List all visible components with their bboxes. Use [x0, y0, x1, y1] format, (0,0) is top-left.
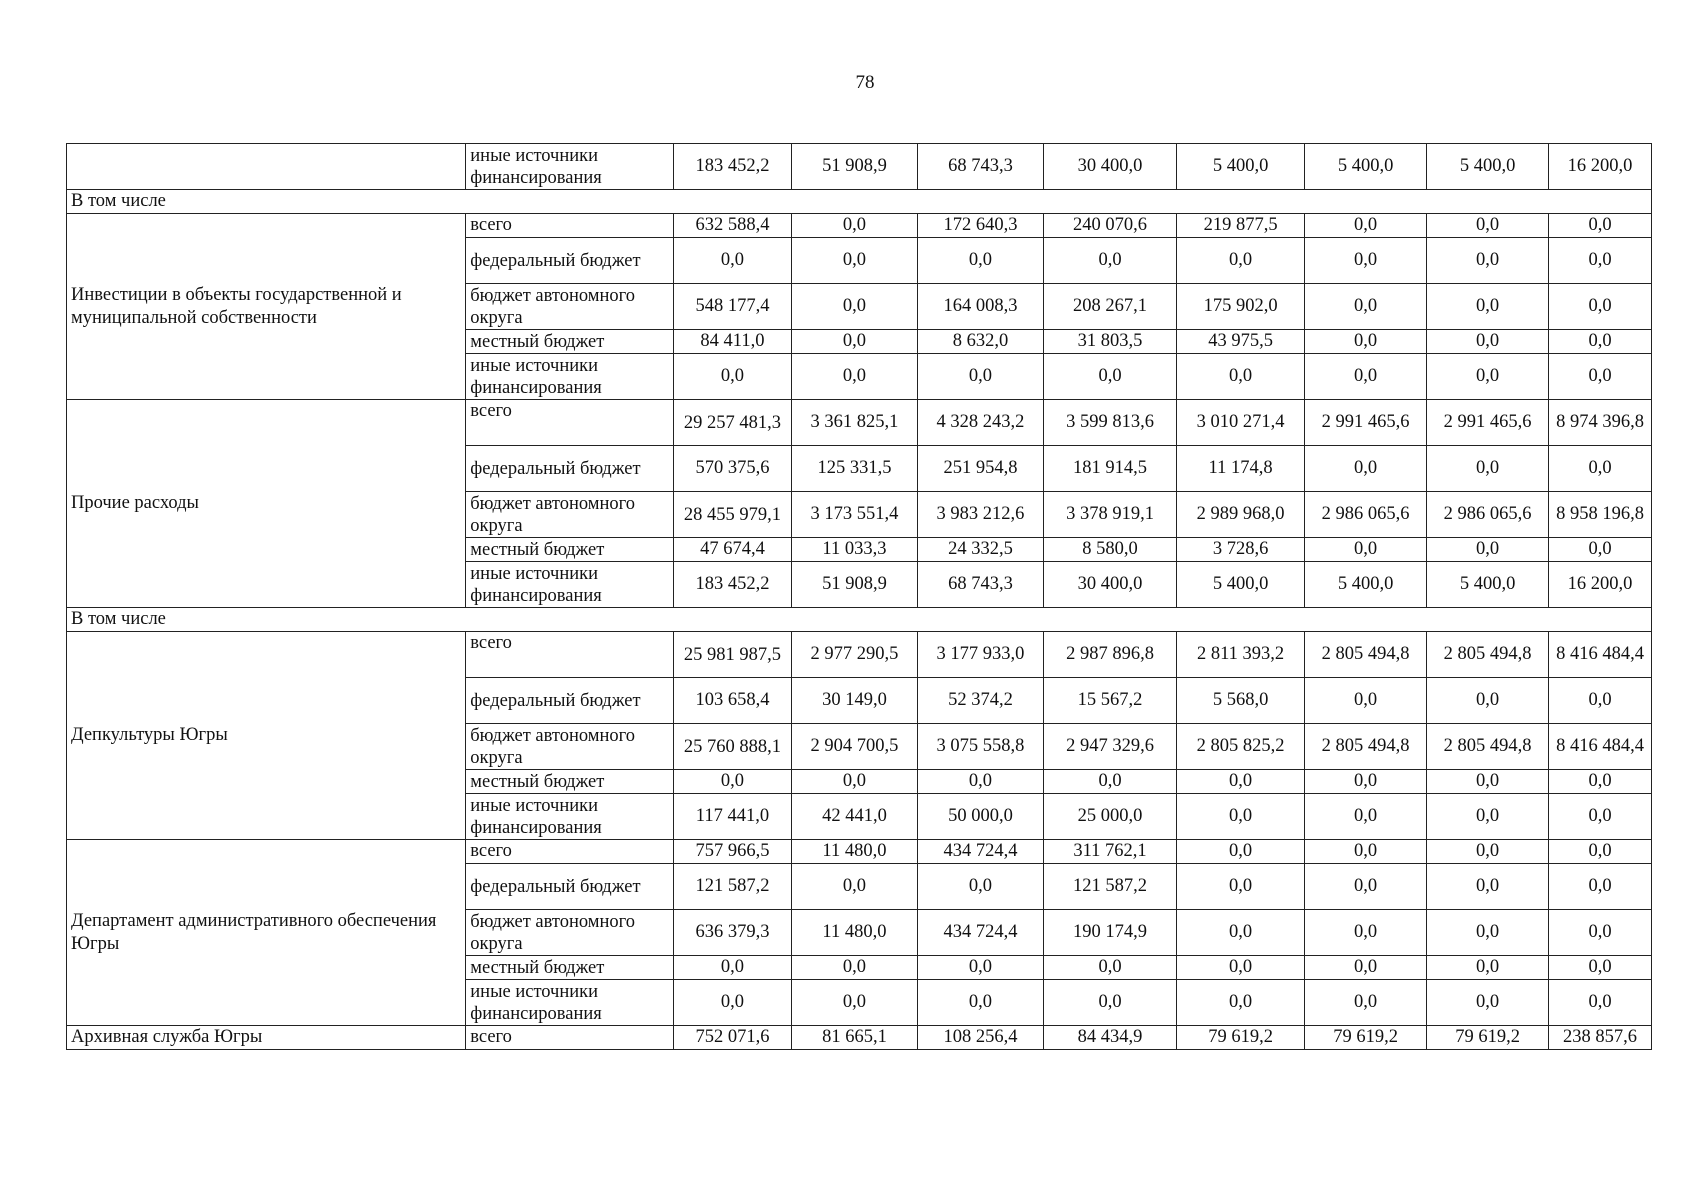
- table-row: [67, 840, 1652, 864]
- value-cell: 0,0: [1427, 794, 1549, 840]
- value-cell: 5 400,0: [1177, 562, 1305, 608]
- table-row: [67, 214, 1652, 238]
- program-name: [67, 144, 466, 190]
- value-cell: 2 805 825,2: [1177, 724, 1305, 770]
- value-cell: 25 760 888,1: [673, 724, 791, 770]
- value-cell: 11 174,8: [1177, 446, 1305, 492]
- value-cell: 125 331,5: [791, 446, 917, 492]
- value-cell: 0,0: [673, 354, 791, 400]
- value-cell: 0,0: [1043, 980, 1176, 1026]
- section-label: В том числе: [67, 190, 1652, 214]
- value-cell: 3 173 551,4: [791, 492, 917, 538]
- value-cell: 0,0: [1305, 214, 1427, 238]
- value-cell: 16 200,0: [1549, 562, 1652, 608]
- value-cell: 15 567,2: [1043, 678, 1176, 724]
- value-cell: 8 974 396,8: [1549, 400, 1652, 446]
- value-cell: 43 975,5: [1177, 330, 1305, 354]
- value-cell: 0,0: [1549, 538, 1652, 562]
- value-cell: 208 267,1: [1043, 284, 1176, 330]
- value-cell: 5 400,0: [1305, 144, 1427, 190]
- value-cell: 47 674,4: [673, 538, 791, 562]
- value-cell: 240 070,6: [1043, 214, 1176, 238]
- value-cell: 11 480,0: [791, 910, 917, 956]
- value-cell: 2 991 465,6: [1427, 400, 1549, 446]
- value-cell: 0,0: [791, 980, 917, 1026]
- value-cell: 3 010 271,4: [1177, 400, 1305, 446]
- value-cell: 0,0: [1177, 794, 1305, 840]
- value-cell: 42 441,0: [791, 794, 917, 840]
- value-cell: 2 811 393,2: [1177, 632, 1305, 678]
- value-cell: 0,0: [1549, 214, 1652, 238]
- section-row: [67, 190, 1652, 214]
- value-cell: 79 619,2: [1427, 1026, 1549, 1050]
- value-cell: 84 434,9: [1043, 1026, 1176, 1050]
- value-cell: 2 805 494,8: [1427, 724, 1549, 770]
- value-cell: 0,0: [791, 214, 917, 238]
- value-cell: 81 665,1: [791, 1026, 917, 1050]
- program-name: Архивная служба Югры: [67, 1026, 466, 1050]
- funding-source: федеральный бюджет: [466, 238, 674, 284]
- table-body: [67, 144, 1652, 1050]
- value-cell: 0,0: [1305, 678, 1427, 724]
- value-cell: 68 743,3: [917, 562, 1043, 608]
- value-cell: 0,0: [1427, 284, 1549, 330]
- value-cell: 0,0: [1305, 770, 1427, 794]
- value-cell: 0,0: [791, 238, 917, 284]
- value-cell: 0,0: [1549, 284, 1652, 330]
- value-cell: 79 619,2: [1305, 1026, 1427, 1050]
- value-cell: 8 580,0: [1043, 538, 1176, 562]
- value-cell: 8 958 196,8: [1549, 492, 1652, 538]
- value-cell: 434 724,4: [917, 910, 1043, 956]
- value-cell: 84 411,0: [673, 330, 791, 354]
- value-cell: 2 986 065,6: [1305, 492, 1427, 538]
- value-cell: 11 033,3: [791, 538, 917, 562]
- value-cell: 0,0: [1305, 956, 1427, 980]
- value-cell: 8 416 484,4: [1549, 632, 1652, 678]
- funding-source: местный бюджет: [466, 330, 674, 354]
- value-cell: 0,0: [1305, 238, 1427, 284]
- value-cell: 0,0: [917, 864, 1043, 910]
- value-cell: 183 452,2: [673, 144, 791, 190]
- value-cell: 0,0: [1043, 238, 1176, 284]
- value-cell: 5 400,0: [1177, 144, 1305, 190]
- value-cell: 2 989 968,0: [1177, 492, 1305, 538]
- value-cell: 434 724,4: [917, 840, 1043, 864]
- funding-source: всего: [466, 214, 674, 238]
- value-cell: 4 328 243,2: [917, 400, 1043, 446]
- value-cell: 0,0: [791, 770, 917, 794]
- value-cell: 0,0: [673, 956, 791, 980]
- value-cell: 0,0: [1427, 330, 1549, 354]
- table-row: [67, 144, 1652, 190]
- value-cell: 51 908,9: [791, 562, 917, 608]
- value-cell: 25 000,0: [1043, 794, 1176, 840]
- value-cell: 311 762,1: [1043, 840, 1176, 864]
- value-cell: 0,0: [1427, 770, 1549, 794]
- program-name: Департамент административного обеспечения Югры: [67, 840, 466, 1026]
- value-cell: 121 587,2: [673, 864, 791, 910]
- value-cell: 0,0: [673, 980, 791, 1026]
- value-cell: 30 400,0: [1043, 562, 1176, 608]
- value-cell: 0,0: [1549, 446, 1652, 492]
- value-cell: 50 000,0: [917, 794, 1043, 840]
- value-cell: 0,0: [1305, 538, 1427, 562]
- value-cell: 175 902,0: [1177, 284, 1305, 330]
- value-cell: 0,0: [1305, 794, 1427, 840]
- value-cell: 0,0: [1177, 864, 1305, 910]
- value-cell: 0,0: [791, 284, 917, 330]
- value-cell: 0,0: [1549, 330, 1652, 354]
- program-name: Прочие расходы: [67, 400, 466, 608]
- value-cell: 0,0: [1549, 956, 1652, 980]
- value-cell: 0,0: [1549, 864, 1652, 910]
- value-cell: 2 947 329,6: [1043, 724, 1176, 770]
- value-cell: 5 568,0: [1177, 678, 1305, 724]
- budget-table: [66, 143, 1652, 1050]
- value-cell: 2 987 896,8: [1043, 632, 1176, 678]
- funding-source: местный бюджет: [466, 538, 674, 562]
- value-cell: 0,0: [917, 980, 1043, 1026]
- value-cell: 251 954,8: [917, 446, 1043, 492]
- value-cell: 0,0: [1305, 446, 1427, 492]
- funding-source: федеральный бюджет: [466, 678, 674, 724]
- value-cell: 3 728,6: [1177, 538, 1305, 562]
- value-cell: 757 966,5: [673, 840, 791, 864]
- value-cell: 0,0: [1427, 840, 1549, 864]
- funding-source: всего: [466, 400, 674, 446]
- value-cell: 0,0: [1177, 956, 1305, 980]
- value-cell: 0,0: [1305, 864, 1427, 910]
- funding-source: иные источники финансирования: [466, 144, 674, 190]
- value-cell: 3 177 933,0: [917, 632, 1043, 678]
- funding-source: бюджет автономного округа: [466, 492, 674, 538]
- value-cell: 181 914,5: [1043, 446, 1176, 492]
- value-cell: 24 332,5: [917, 538, 1043, 562]
- value-cell: 0,0: [1549, 980, 1652, 1026]
- value-cell: 0,0: [1427, 864, 1549, 910]
- value-cell: 0,0: [1177, 980, 1305, 1026]
- value-cell: 2 805 494,8: [1305, 632, 1427, 678]
- value-cell: 108 256,4: [917, 1026, 1043, 1050]
- value-cell: 0,0: [1549, 354, 1652, 400]
- value-cell: 0,0: [1549, 678, 1652, 724]
- value-cell: 0,0: [1305, 284, 1427, 330]
- funding-source: иные источники финансирования: [466, 980, 674, 1026]
- value-cell: 5 400,0: [1427, 144, 1549, 190]
- value-cell: 238 857,6: [1549, 1026, 1652, 1050]
- value-cell: 5 400,0: [1305, 562, 1427, 608]
- value-cell: 752 071,6: [673, 1026, 791, 1050]
- value-cell: 0,0: [1549, 770, 1652, 794]
- value-cell: 0,0: [1427, 910, 1549, 956]
- value-cell: 0,0: [1177, 910, 1305, 956]
- value-cell: 117 441,0: [673, 794, 791, 840]
- section-label: В том числе: [67, 608, 1652, 632]
- value-cell: 0,0: [1427, 980, 1549, 1026]
- value-cell: 8 632,0: [917, 330, 1043, 354]
- value-cell: 2 805 494,8: [1427, 632, 1549, 678]
- program-name: Депкультуры Югры: [67, 632, 466, 840]
- value-cell: 79 619,2: [1177, 1026, 1305, 1050]
- section-row: [67, 608, 1652, 632]
- funding-source: бюджет автономного округа: [466, 724, 674, 770]
- funding-source: местный бюджет: [466, 956, 674, 980]
- value-cell: 16 200,0: [1549, 144, 1652, 190]
- funding-source: иные источники финансирования: [466, 794, 674, 840]
- value-cell: 164 008,3: [917, 284, 1043, 330]
- value-cell: 0,0: [1427, 956, 1549, 980]
- value-cell: 2 977 290,5: [791, 632, 917, 678]
- value-cell: 0,0: [1305, 980, 1427, 1026]
- funding-source: иные источники финансирования: [466, 562, 674, 608]
- value-cell: 0,0: [1549, 794, 1652, 840]
- value-cell: 2 991 465,6: [1305, 400, 1427, 446]
- value-cell: 0,0: [791, 330, 917, 354]
- value-cell: 570 375,6: [673, 446, 791, 492]
- funding-source: федеральный бюджет: [466, 446, 674, 492]
- funding-source: местный бюджет: [466, 770, 674, 794]
- table-row: [67, 1026, 1652, 1050]
- value-cell: 0,0: [1427, 678, 1549, 724]
- value-cell: 3 599 813,6: [1043, 400, 1176, 446]
- value-cell: 0,0: [1305, 354, 1427, 400]
- value-cell: 2 805 494,8: [1305, 724, 1427, 770]
- value-cell: 0,0: [1043, 770, 1176, 794]
- value-cell: 0,0: [1427, 238, 1549, 284]
- value-cell: 11 480,0: [791, 840, 917, 864]
- funding-source: всего: [466, 840, 674, 864]
- value-cell: 0,0: [1549, 238, 1652, 284]
- value-cell: 0,0: [1177, 354, 1305, 400]
- value-cell: 52 374,2: [917, 678, 1043, 724]
- value-cell: 2 986 065,6: [1427, 492, 1549, 538]
- funding-source: федеральный бюджет: [466, 864, 674, 910]
- table-row: [67, 400, 1652, 446]
- value-cell: 0,0: [917, 770, 1043, 794]
- value-cell: 0,0: [1305, 330, 1427, 354]
- value-cell: 183 452,2: [673, 562, 791, 608]
- program-name: Инвестиции в объекты государственной и муниципальной собственности: [67, 214, 466, 400]
- value-cell: 172 640,3: [917, 214, 1043, 238]
- value-cell: 0,0: [791, 354, 917, 400]
- value-cell: 30 149,0: [791, 678, 917, 724]
- value-cell: 0,0: [1177, 238, 1305, 284]
- value-cell: 0,0: [1549, 840, 1652, 864]
- value-cell: 8 416 484,4: [1549, 724, 1652, 770]
- funding-source: бюджет автономного округа: [466, 910, 674, 956]
- value-cell: 5 400,0: [1427, 562, 1549, 608]
- value-cell: 190 174,9: [1043, 910, 1176, 956]
- value-cell: 632 588,4: [673, 214, 791, 238]
- value-cell: 121 587,2: [1043, 864, 1176, 910]
- value-cell: 0,0: [917, 956, 1043, 980]
- value-cell: 0,0: [791, 864, 917, 910]
- value-cell: 3 378 919,1: [1043, 492, 1176, 538]
- value-cell: 103 658,4: [673, 678, 791, 724]
- value-cell: 0,0: [1427, 446, 1549, 492]
- funding-source: бюджет автономного округа: [466, 284, 674, 330]
- value-cell: 0,0: [673, 770, 791, 794]
- value-cell: 0,0: [673, 238, 791, 284]
- value-cell: 30 400,0: [1043, 144, 1176, 190]
- value-cell: 0,0: [1177, 840, 1305, 864]
- funding-source: иные источники финансирования: [466, 354, 674, 400]
- value-cell: 0,0: [917, 354, 1043, 400]
- value-cell: 0,0: [1177, 770, 1305, 794]
- value-cell: 0,0: [1043, 956, 1176, 980]
- value-cell: 3 983 212,6: [917, 492, 1043, 538]
- value-cell: 28 455 979,1: [673, 492, 791, 538]
- value-cell: 0,0: [1427, 538, 1549, 562]
- value-cell: 3 075 558,8: [917, 724, 1043, 770]
- value-cell: 0,0: [1427, 354, 1549, 400]
- table-row: [67, 632, 1652, 678]
- value-cell: 0,0: [1043, 354, 1176, 400]
- value-cell: 29 257 481,3: [673, 400, 791, 446]
- value-cell: 68 743,3: [917, 144, 1043, 190]
- page-number: 78: [855, 72, 875, 93]
- value-cell: 31 803,5: [1043, 330, 1176, 354]
- value-cell: 0,0: [791, 956, 917, 980]
- value-cell: 0,0: [1549, 910, 1652, 956]
- funding-source: всего: [466, 1026, 674, 1050]
- funding-source: всего: [466, 632, 674, 678]
- value-cell: 3 361 825,1: [791, 400, 917, 446]
- value-cell: 0,0: [1305, 840, 1427, 864]
- value-cell: 548 177,4: [673, 284, 791, 330]
- value-cell: 0,0: [1305, 910, 1427, 956]
- value-cell: 0,0: [1427, 214, 1549, 238]
- value-cell: 51 908,9: [791, 144, 917, 190]
- value-cell: 636 379,3: [673, 910, 791, 956]
- value-cell: 0,0: [917, 238, 1043, 284]
- value-cell: 25 981 987,5: [673, 632, 791, 678]
- value-cell: 219 877,5: [1177, 214, 1305, 238]
- value-cell: 2 904 700,5: [791, 724, 917, 770]
